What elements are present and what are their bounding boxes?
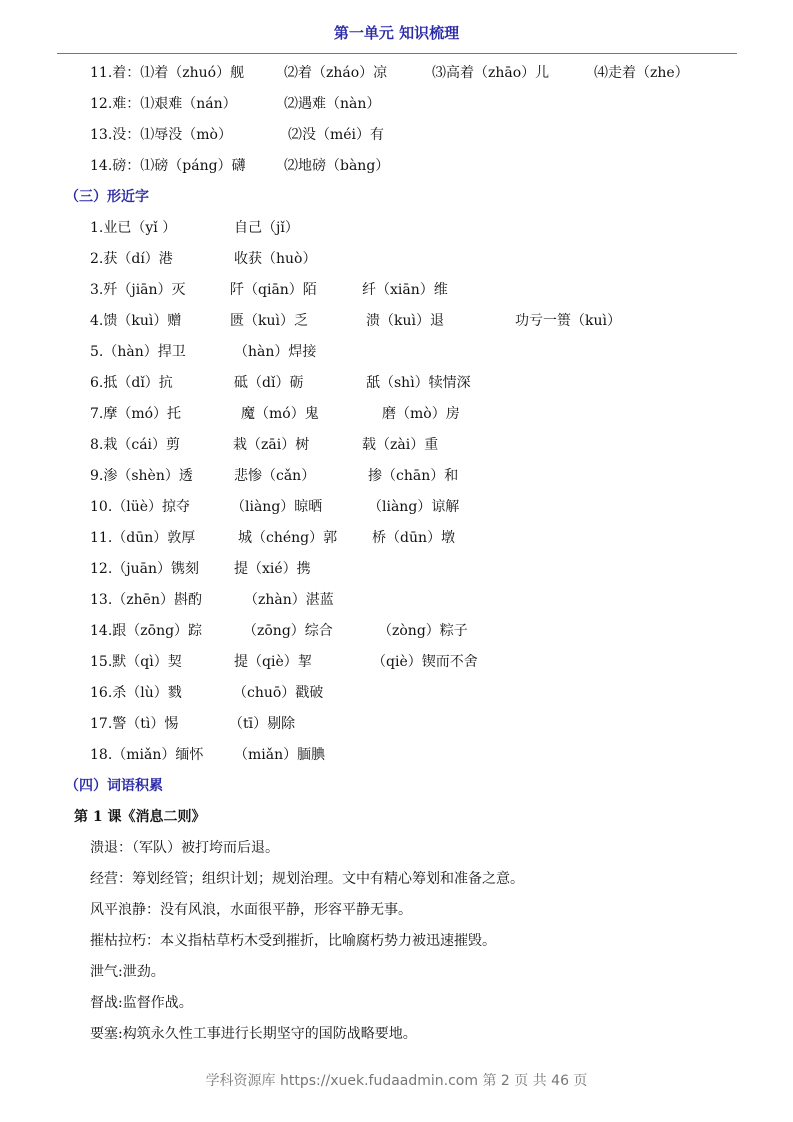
similar-char-entry: 掺（chān）和 bbox=[368, 468, 459, 484]
similar-char-entry: 魔（mó）鬼 bbox=[241, 406, 319, 422]
polyphone-entry: ⑵着（zháo）凉 bbox=[284, 65, 388, 81]
similar-char-entry: （zōng）综合 bbox=[243, 623, 333, 639]
polyphone-row bbox=[0, 151, 793, 182]
similar-char-entry: 纤（xiān）维 bbox=[362, 282, 448, 298]
similar-char-entry: 载（zài）重 bbox=[362, 437, 439, 453]
similar-char-entry: （chuō）戳破 bbox=[233, 685, 324, 701]
section-title-vocabulary: （四）词语积累 bbox=[65, 778, 163, 794]
similar-char-row bbox=[0, 492, 793, 523]
polyphone-row bbox=[0, 120, 793, 151]
similar-char-entry: 2.获（dí）港 bbox=[90, 251, 173, 267]
similar-char-entry: 砥（dǐ）砺 bbox=[234, 375, 304, 391]
polyphone-entry: ⑵地磅（bàng） bbox=[284, 158, 390, 174]
similar-char-entry: 1.业已（yǐ ） bbox=[90, 220, 177, 236]
definition-row bbox=[0, 957, 793, 988]
similar-char-entry: 4.馈（kuì）赠 bbox=[90, 313, 182, 329]
similar-char-row bbox=[0, 740, 793, 771]
polyphone-entry: 13.没：⑴辱没（mò） bbox=[90, 127, 232, 143]
similar-char-entry: 阡（qiān）陌 bbox=[230, 282, 317, 298]
similar-char-entry: 6.抵（dǐ）抗 bbox=[90, 375, 173, 391]
page-content bbox=[0, 58, 793, 1050]
similar-char-entry: 17.警（tì）惕 bbox=[90, 716, 179, 732]
similar-char-entry: 溃（kuì）退 bbox=[366, 313, 444, 329]
definition-text: 督战:监督作战。 bbox=[90, 995, 193, 1011]
definition-row bbox=[0, 895, 793, 926]
similar-char-row bbox=[0, 616, 793, 647]
polyphone-entry: 14.磅：⑴磅（páng）礴 bbox=[90, 158, 246, 174]
similar-char-row bbox=[0, 306, 793, 337]
polyphone-entry: 11.着：⑴着（zhuó）舰 bbox=[90, 65, 245, 81]
similar-char-entry: （hàn）焊接 bbox=[234, 344, 317, 360]
definition-text: 经营：筹划经管；组织计划；规划治理。文中有精心筹划和准备之意。 bbox=[90, 871, 524, 887]
polyphone-row bbox=[0, 89, 793, 120]
similar-char-entry: 功亏一篑（kuì） bbox=[515, 313, 621, 329]
definition-text: 溃退：（军队）被打垮而后退。 bbox=[90, 840, 279, 856]
similar-char-entry: 栽（zāi）树 bbox=[233, 437, 310, 453]
similar-char-entry: （liàng）晾晒 bbox=[231, 499, 323, 515]
polyphone-entry: ⑵没（méi）有 bbox=[288, 127, 385, 143]
page-footer: 学科资源库 https://xuek.fudaadmin.com 第 2 页 共 46 页 bbox=[205, 1073, 588, 1089]
similar-char-entry: 舐（shì）犊情深 bbox=[366, 375, 471, 391]
similar-char-entry: 悲惨（cǎn） bbox=[234, 468, 316, 484]
similar-char-entry: 16.杀（lù）戮 bbox=[90, 685, 182, 701]
similar-char-row bbox=[0, 709, 793, 740]
similar-char-entry: （miǎn）腼腆 bbox=[234, 747, 326, 763]
similar-char-entry: 11.（dūn）敦厚 bbox=[90, 530, 196, 546]
similar-char-row bbox=[0, 275, 793, 306]
similar-char-row bbox=[0, 368, 793, 399]
similar-char-entry: 匮（kuì）乏 bbox=[230, 313, 308, 329]
definition-text: 风平浪静：没有风浪，水面很平静，形容平静无事。 bbox=[90, 902, 412, 918]
similar-char-row bbox=[0, 461, 793, 492]
similar-char-row bbox=[0, 678, 793, 709]
definition-text: 泄气:泄劲。 bbox=[90, 964, 165, 980]
similar-char-entry: （zòng）粽子 bbox=[378, 623, 468, 639]
similar-char-entry: 14.跟（zōng）踪 bbox=[90, 623, 203, 639]
definition-row bbox=[0, 988, 793, 1019]
similar-char-entry: 城（chéng）郭 bbox=[238, 530, 338, 546]
definition-row bbox=[0, 1019, 793, 1050]
similar-char-entry: 10.（lüè）掠夺 bbox=[90, 499, 191, 515]
similar-char-row bbox=[0, 647, 793, 678]
similar-char-entry: 收获（huò） bbox=[234, 251, 317, 267]
similar-char-row bbox=[0, 430, 793, 461]
similar-char-entry: （tī）剔除 bbox=[229, 716, 296, 732]
definition-row bbox=[0, 926, 793, 957]
section-heading-row bbox=[0, 182, 793, 213]
polyphone-entry: ⑶高着（zhāo）儿 bbox=[432, 65, 550, 81]
lesson-heading-row bbox=[0, 802, 793, 833]
definition-text: 要塞:构筑永久性工事进行长期坚守的国防战略要地。 bbox=[90, 1026, 417, 1042]
similar-char-entry: 18.（miǎn）缅怀 bbox=[90, 747, 204, 763]
similar-char-entry: 提（xié）携 bbox=[234, 561, 311, 577]
similar-char-row bbox=[0, 213, 793, 244]
polyphone-row bbox=[0, 58, 793, 89]
similar-char-row bbox=[0, 399, 793, 430]
similar-char-row bbox=[0, 554, 793, 585]
similar-char-row bbox=[0, 337, 793, 368]
header-divider bbox=[57, 53, 737, 54]
definition-row bbox=[0, 864, 793, 895]
similar-char-row bbox=[0, 585, 793, 616]
similar-char-entry: 9.渗（shèn）透 bbox=[90, 468, 193, 484]
section-title-similar-chars: （三）形近字 bbox=[65, 189, 149, 205]
similar-char-entry: 自己（jǐ） bbox=[234, 220, 299, 236]
page-header-title: 第一单元 知识梳理 bbox=[333, 24, 460, 42]
similar-char-entry: 磨（mò）房 bbox=[382, 406, 460, 422]
similar-char-entry: 7.摩（mó）托 bbox=[90, 406, 182, 422]
similar-char-entry: 13.（zhēn）斟酌 bbox=[90, 592, 202, 608]
lesson-title: 第 1 课《消息二则》 bbox=[74, 809, 206, 825]
similar-char-entry: （qiè）锲而不舍 bbox=[372, 654, 478, 670]
similar-char-entry: 5.（hàn）捍卫 bbox=[90, 344, 186, 360]
definition-row bbox=[0, 833, 793, 864]
similar-char-entry: 3.歼（jiān）灭 bbox=[90, 282, 186, 298]
similar-char-entry: （zhàn）湛蓝 bbox=[244, 592, 334, 608]
polyphone-entry: 12.难：⑴艰难（nán） bbox=[90, 96, 237, 112]
section-heading-row bbox=[0, 771, 793, 802]
similar-char-entry: 桥（dūn）墩 bbox=[372, 530, 455, 546]
similar-char-entry: 提（qiè）挈 bbox=[234, 654, 312, 670]
similar-char-entry: 8.栽（cái）剪 bbox=[90, 437, 181, 453]
similar-char-row bbox=[0, 244, 793, 275]
definition-text: 摧枯拉朽：本义指枯草朽木受到摧折，比喻腐朽势力被迅速摧毁。 bbox=[90, 933, 496, 949]
similar-char-entry: 15.默（qì）契 bbox=[90, 654, 182, 670]
similar-char-row bbox=[0, 523, 793, 554]
polyphone-entry: ⑷走着（zhe） bbox=[594, 65, 689, 81]
similar-char-entry: 12.（juān）镌刻 bbox=[90, 561, 199, 577]
similar-char-entry: （liàng）谅解 bbox=[368, 499, 460, 515]
polyphone-entry: ⑵遇难（nàn） bbox=[284, 96, 381, 112]
